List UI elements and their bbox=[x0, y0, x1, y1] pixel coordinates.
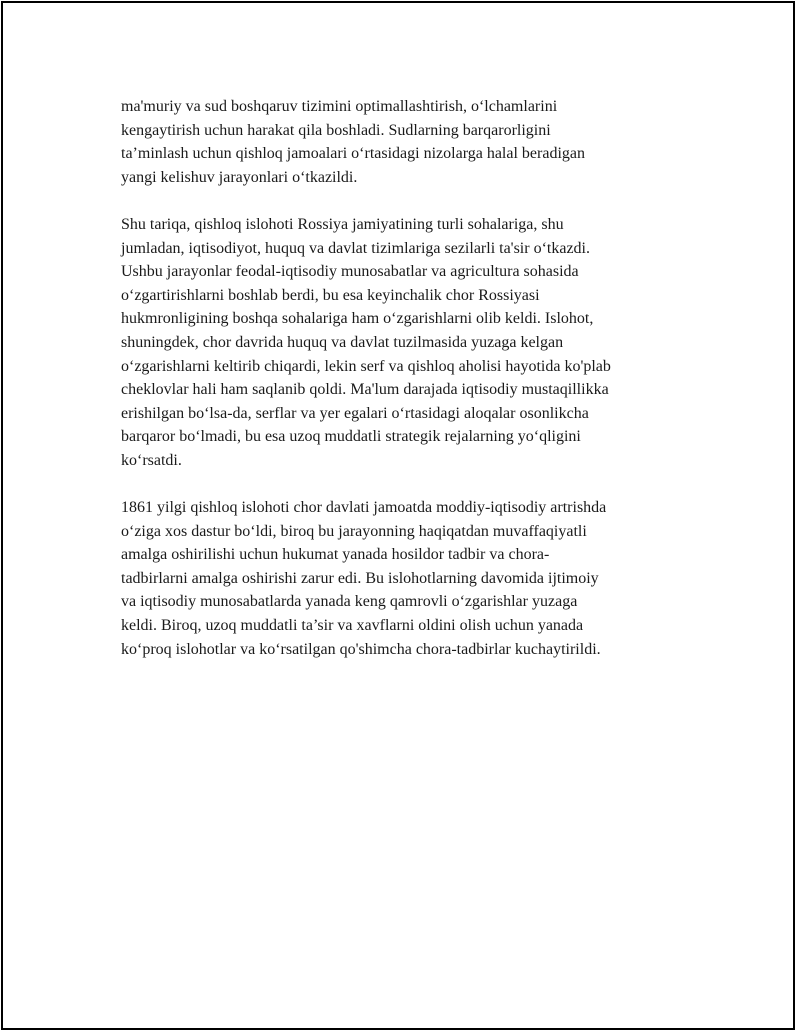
text-line: ko‘proq islohotlar va ko‘rsatilgan qo'shimcha chora-tadbirlar kuchaytirildi. bbox=[121, 640, 601, 658]
text-line: ko‘rsatdi. bbox=[121, 451, 182, 469]
text-line: yangi kelishuv jarayonlari o‘tkazildi. bbox=[121, 168, 358, 186]
text-line: hukmronligining boshqa sohalariga ham o‘zgarishlarni olib keldi. Islohot, bbox=[121, 310, 594, 328]
text-line: Shu tariqa, qishloq islohoti Rossiya jamiyatining turli sohalariga, shu bbox=[121, 215, 564, 233]
text-line: cheklovlar hali ham saqlanib qoldi. Ma'lum darajada iqtisodiy mustaqillikka bbox=[121, 381, 609, 399]
text-line: ta’minlash uchun qishloq jamoalari o‘rtasidagi nizolarga halal beradigan bbox=[121, 145, 585, 163]
text-line: o‘ziga xos dastur bo‘ldi, biroq bu jarayonning haqiqatdan muvaffaqiyatli bbox=[121, 522, 587, 540]
text-line: ma'muriy va sud boshqaruv tizimini optimallashtirish, o‘lchamlarini bbox=[121, 98, 558, 115]
text-line: erishilgan bo‘lsa-da, serflar va yer egalari o‘rtasidagi aloqalar osonlikcha bbox=[121, 404, 589, 422]
text-line: o‘zgarishlarni keltirib chiqardi, lekin serf va qishloq aholisi hayotida ko'plab bbox=[121, 357, 611, 375]
text-line: Ushbu jarayonlar feodal-iqtisodiy munosabatlar va agricultura sohasida bbox=[121, 263, 579, 281]
paragraph-1 bbox=[121, 95, 691, 189]
text-line: tadbirlarni amalga oshirishi zarur edi. Bu islohotlarning davomida ijtimoiy bbox=[121, 569, 599, 587]
text-line: o‘zgartirishlarni boshlab berdi, bu esa keyinchalik chor Rossiyasi bbox=[121, 286, 540, 304]
text-line: va iqtisodiy munosabatlarda yanada keng qamrovli o‘zgarishlar yuzaga bbox=[121, 593, 578, 611]
paragraph-2 bbox=[121, 213, 691, 473]
text-line: keldi. Biroq, uzoq muddatli ta’sir va xavflarni oldini olish uchun yanada bbox=[121, 617, 584, 635]
text-line: amalga oshirilishi uchun hukumat yanada hosildor tadbir va chora- bbox=[121, 546, 550, 564]
document-body bbox=[121, 95, 691, 685]
text-line: 1861 yilgi qishloq islohoti chor davlati jamoatda moddiy-iqtisodiy artrishda bbox=[121, 499, 607, 517]
text-line: jumladan, iqtisodiyot, huquq va davlat tizimlariga sezilarli ta'sir o‘tkazdi. bbox=[121, 239, 590, 257]
text-line: shuningdek, chor davrida huquq va davlat tuzilmasida yuzaga kelgan bbox=[121, 333, 564, 351]
text-line: barqaror bo‘lmadi, bu esa uzoq muddatli strategik rejalarning yo‘qligini bbox=[121, 428, 581, 446]
page-frame bbox=[1, 1, 795, 1030]
text-line: kengaytirish uchun harakat qila boshladi. Sudlarning barqarorligini bbox=[121, 121, 551, 139]
paragraph-3 bbox=[121, 496, 691, 661]
